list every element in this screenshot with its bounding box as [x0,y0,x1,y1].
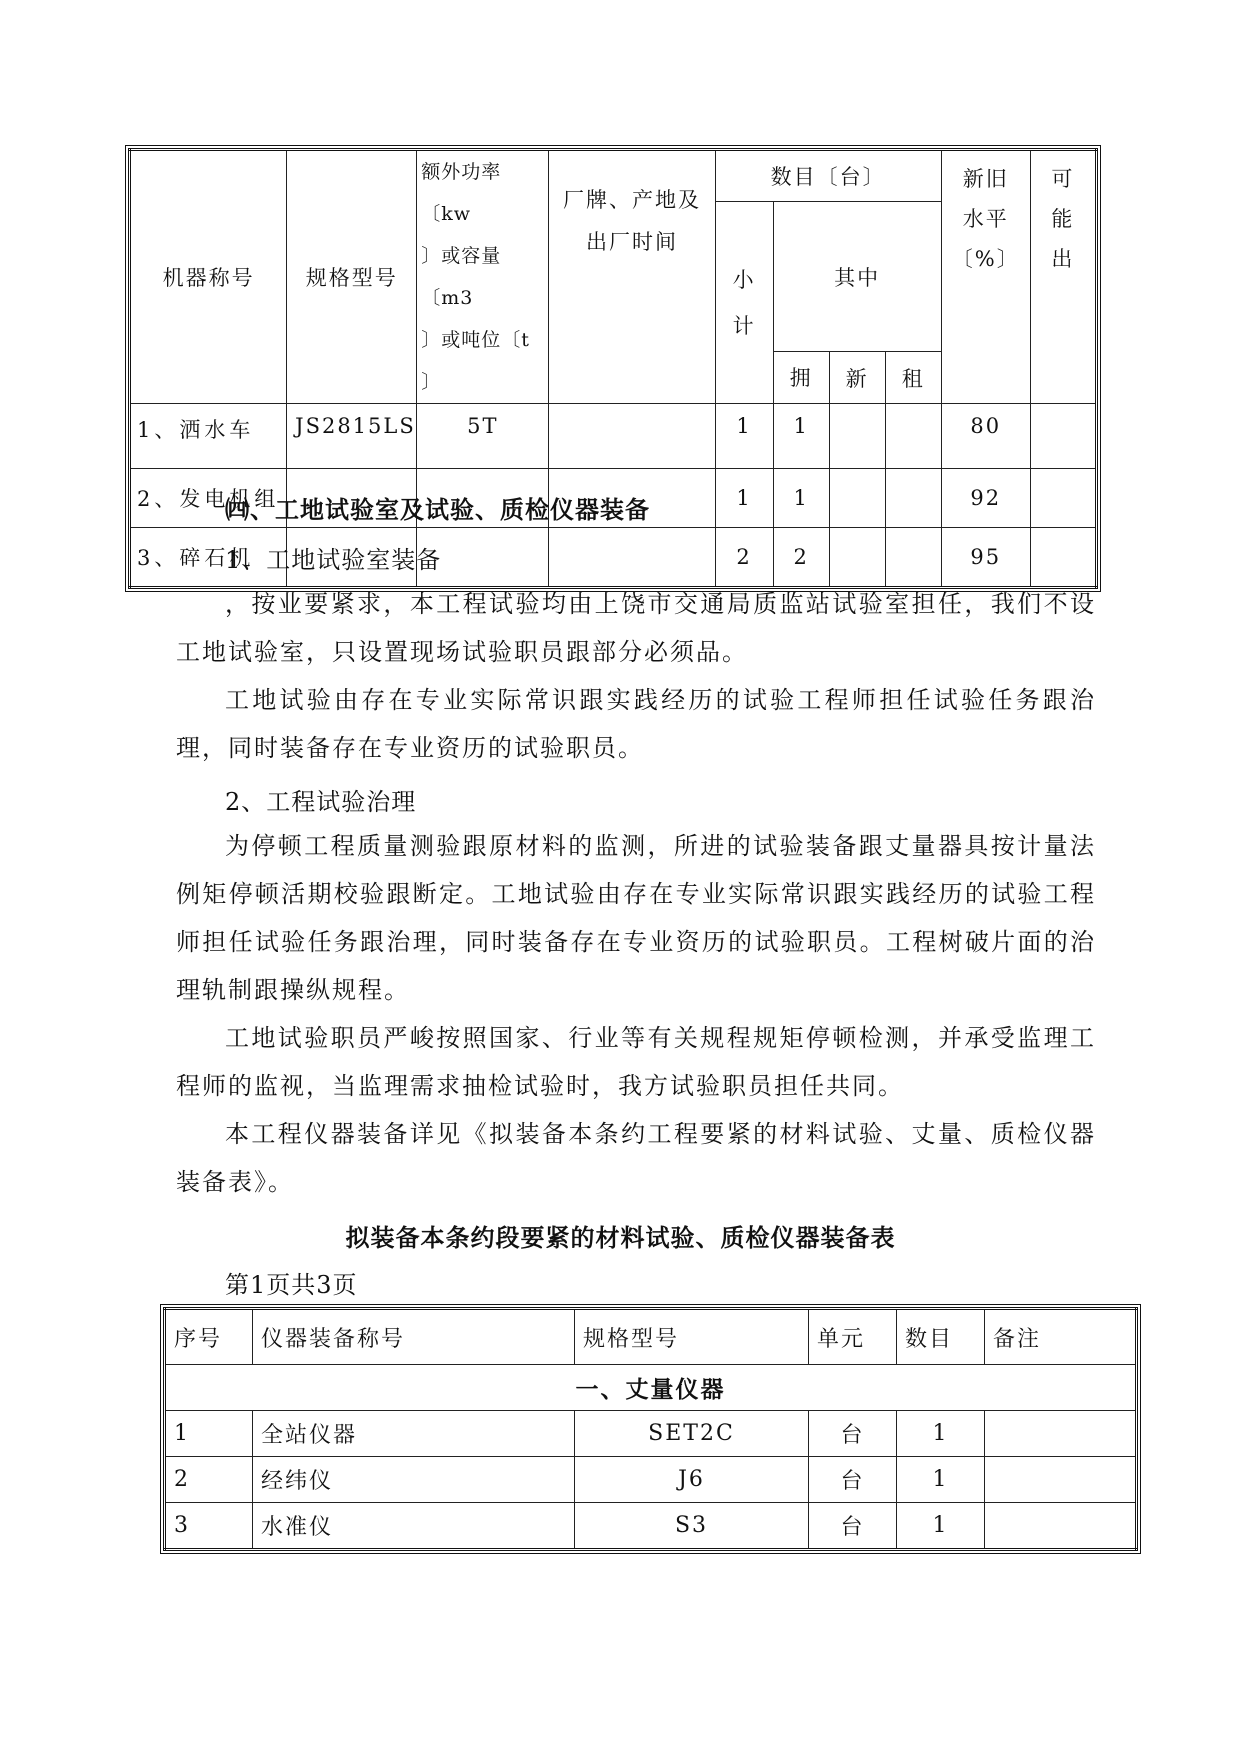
header-quantity: 数目 [897,1309,985,1365]
header-unit: 单元 [809,1309,897,1365]
header-no: 序号 [165,1309,253,1365]
header-count: 数目〔台〕 [715,150,941,202]
page-indicator: 第1页共3页 [225,1271,358,1299]
header-spec: 规格型号 [575,1309,809,1365]
section-4-title: ㈣、工地试验室及试验、质检仪器装备 [225,496,650,524]
paragraph-5: 本工程仪器装备详见《拟装备本条约工程要紧的材料试验、丈量、质检仪器装备表》。 [176,1120,1096,1196]
header-maker: 厂牌、产地及 出厂时间 [549,150,715,404]
header-among: 其中 [773,202,941,352]
header-note: 备注 [985,1309,1137,1365]
section-row: 一、丈量仪器 [165,1365,1137,1411]
header-rent: 租 [885,352,941,404]
table-row: 2、发电机组 1 1 92 [130,469,1097,528]
header-owned: 拥 [773,352,829,404]
header-subtotal: 小 计 [715,202,773,404]
table-row: 2 经纬仪 J6 台 1 [165,1457,1137,1503]
table-row: 3 水准仪 S3 台 1 [165,1503,1137,1550]
subsection-2-heading: 2、工程试验治理 [225,788,417,816]
paragraph-1: ，按业要紧求，本工程试验均由上饶市交通局质监站试验室担任，我们不设工地试验室，只设置现场试验职员跟部分必须品。 [176,590,1096,666]
equipment-table [163,1307,1138,1551]
paragraph-2: 工地试验由存在专业实际常识跟实践经历的试验工程师担任试验任务跟治理，同时装备存在专业资历的试验职员。 [176,686,1096,762]
header-new: 新 [829,352,885,404]
header-equipment-name: 仪器装备称号 [253,1309,575,1365]
header-spec: 规格型号 [287,150,417,404]
header-power: 额外功率〔kw 〕或容量〔m3 〕或吨位〔t 〕 [417,150,549,404]
table-row: 3、碎石机 2 2 95 [130,528,1097,588]
table-row: 1 全站仪器 SET2C 台 1 [165,1411,1137,1457]
paragraph-4: 工地试验职员严峻按照国家、行业等有关规程规矩停顿检测，并承受监理工程师的监视，当监理需求抽检试验时，我方试验职员担任共同。 [176,1024,1096,1100]
header-possible: 可 能 出 [1030,150,1096,404]
subsection-1-heading: 1、工地试验室装备 [225,546,442,574]
header-machine-name: 机器称号 [130,150,287,404]
table-row: 1、洒水车 JS2815LS 5T 1 1 80 [130,404,1097,469]
equipment-table-title: 拟装备本条约段要紧的材料试验、质检仪器装备表 [345,1224,896,1252]
paragraph-3: 为停顿工程质量测验跟原材料的监测，所进的试验装备跟丈量器具按计量法例矩停顿活期校验跟断定。工地试验由存在专业实际常识跟实践经历的试验工程师担任试验任务跟治理，同时装备存在专业资历的试验职员。工程树破片面的治理轨制跟操纵规程。 [176,832,1096,1004]
header-condition: 新旧 水平 〔%〕 [941,150,1030,404]
